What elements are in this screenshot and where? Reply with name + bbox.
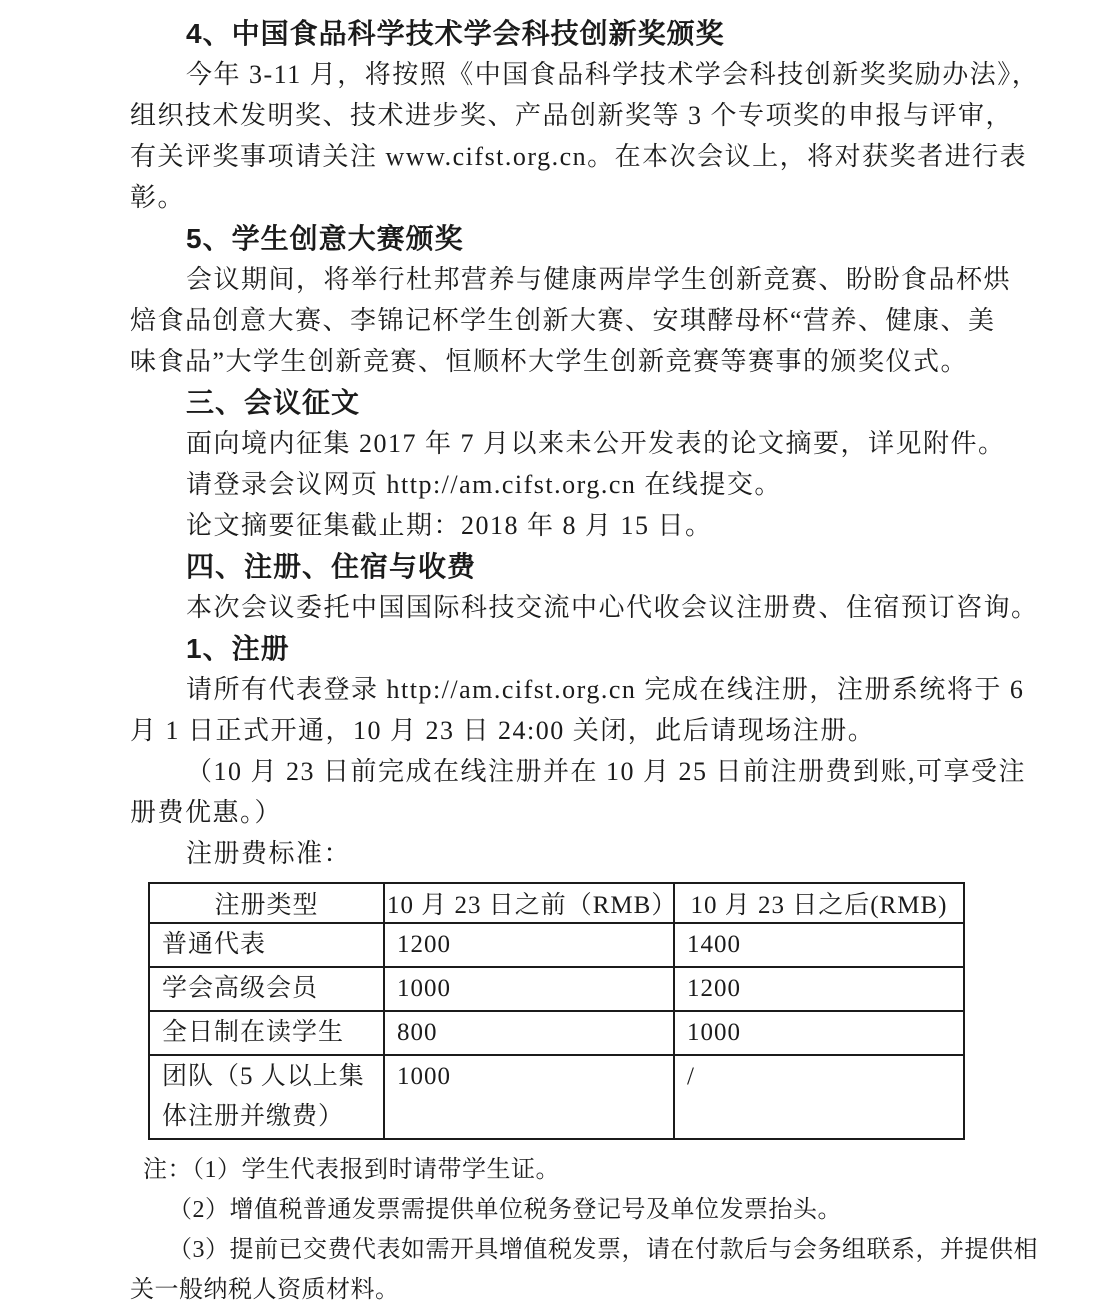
- heading-section-4-registration-lodging-fees: 四、注册、住宿与收费: [186, 551, 477, 582]
- registration-fee-table: [148, 882, 965, 1140]
- fee-cell-before: 1200: [384, 923, 674, 967]
- paragraph-line: 面向境内征集 2017 年 7 月以来未公开发表的论文摘要，详见附件。: [186, 429, 1006, 458]
- note-2-vat-invoice: （2）增值税普通发票需提供单位税务登记号及单位发票抬头。: [168, 1197, 842, 1223]
- fee-cell-category: 团队（5 人以上集体注册并缴费）: [149, 1055, 384, 1139]
- fee-cell-category: 学会高级会员: [149, 967, 384, 1011]
- fee-cell-category: 普通代表: [149, 923, 384, 967]
- fee-cell-before: 800: [384, 1011, 674, 1055]
- fee-table-header-before-oct-23: 10 月 23 日之前（RMB）: [384, 883, 674, 923]
- paragraph-line discount-note-line: （10 月 23 日前完成在线注册并在 10 月 25 日前注册费到账,可享受注: [186, 757, 1027, 786]
- paragraph-line registration-url-line: 请所有代表登录 http://am.cifst.org.cn 完成在线注册，注册系统将于 6: [186, 675, 1025, 704]
- note-1-student-id: 注：（1）学生代表报到时请带学生证。: [143, 1157, 560, 1183]
- fee-table-header-row: [149, 883, 964, 923]
- paragraph-line: 册费优惠。）: [130, 798, 283, 827]
- paragraph-line: 味食品”大学生创新竞赛、恒顺杯大学生创新竞赛等赛事的颁奖仪式。: [130, 347, 969, 376]
- fee-row-regular-delegate: [149, 923, 964, 967]
- heading-section-4-innovation-award: 4、中国食品科学技术学会科技创新奖颁奖: [186, 18, 725, 49]
- paragraph-line deadline-line: 论文摘要征集截止期：2018 年 8 月 15 日。: [186, 511, 713, 540]
- paragraph-line: 焙食品创意大赛、李锦记杯学生创新大赛、安琪酵母杯“营养、健康、美: [130, 306, 996, 335]
- fee-table-header-registration-type: 注册类型: [149, 883, 384, 923]
- fee-cell-after: 1000: [674, 1011, 964, 1055]
- paragraph-line: 本次会议委托中国国际科技交流中心代收会议注册费、住宿预订咨询。: [186, 593, 1039, 622]
- fee-cell-after: 1200: [674, 967, 964, 1011]
- notes-section: [130, 1150, 1038, 1310]
- paragraph-line: 有关评奖事项请关注 www.cifst.org.cn。在本次会议上，将对获奖者进行表: [130, 142, 1028, 171]
- fee-row-senior-member: [149, 967, 964, 1011]
- fee-table-caption: 注册费标准：: [186, 839, 352, 868]
- fee-row-fulltime-student: [149, 1011, 964, 1055]
- fee-cell-category: 全日制在读学生: [149, 1011, 384, 1055]
- paragraph-line: 会议期间，将举行杜邦营养与健康两岸学生创新竞赛、盼盼食品杯烘: [186, 265, 1012, 294]
- document-page: [130, 13, 1040, 1310]
- fee-cell-after: /: [674, 1055, 964, 1139]
- heading-section-5-student-contest-award: 5、学生创意大赛颁奖: [186, 223, 464, 254]
- paragraph-line: 组织技术发明奖、技术进步奖、产品创新奖等 3 个专项奖的申报与评审，: [130, 101, 1014, 130]
- heading-section-3-call-for-papers: 三、会议征文: [186, 387, 361, 418]
- heading-subsection-1-registration: 1、注册: [186, 633, 290, 664]
- paragraph-line: 月 1 日正式开通，10 月 23 日 24:00 关闭，此后请现场注册。: [130, 716, 876, 745]
- paragraph-line: 彰。: [130, 183, 186, 212]
- fee-table-header-after-oct-23: 10 月 23 日之后(RMB): [674, 883, 964, 923]
- note-3-prepaid-invoice-line-2: 关一般纳税人资质材料。: [130, 1277, 400, 1303]
- fee-cell-before: 1000: [384, 1055, 674, 1139]
- fee-row-group: [149, 1055, 964, 1139]
- fee-cell-before: 1000: [384, 967, 674, 1011]
- paragraph-line submission-url-line: 请登录会议网页 http://am.cifst.org.cn 在线提交。: [186, 470, 782, 499]
- fee-cell-after: 1400: [674, 923, 964, 967]
- paragraph-line: 今年 3-11 月，将按照《中国食品科学技术学会科技创新奖奖励办法》，: [186, 60, 1040, 89]
- note-3-prepaid-invoice-line-1: （3）提前已交费代表如需开具增值税发票，请在付款后与会务组联系，并提供相: [168, 1237, 1038, 1263]
